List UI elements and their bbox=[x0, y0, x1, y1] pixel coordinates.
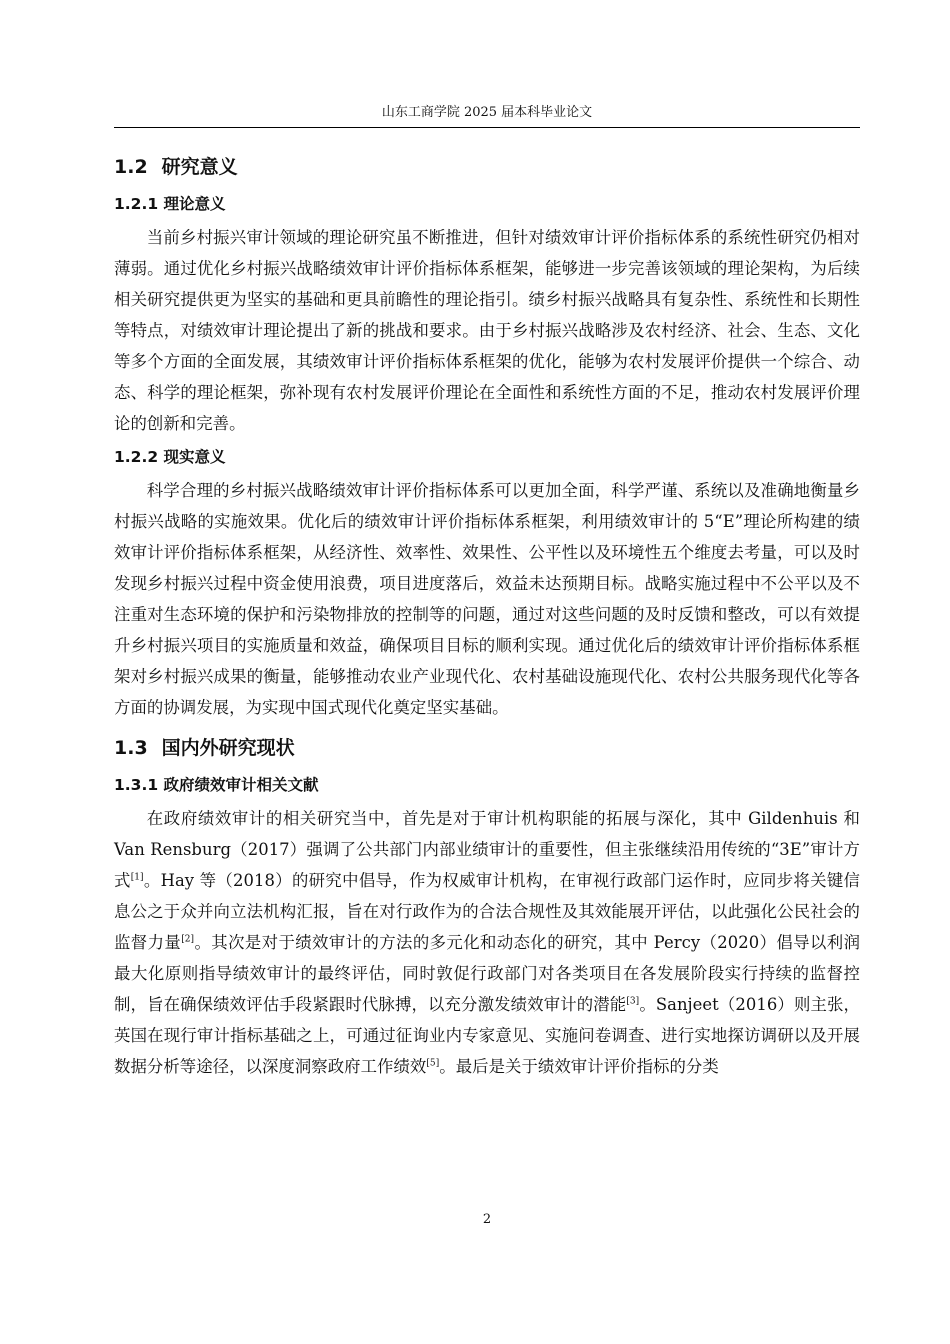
header-rule bbox=[114, 127, 860, 128]
citation-ref: [3] bbox=[626, 996, 640, 1007]
section-number: 1.2 bbox=[114, 156, 148, 178]
paragraph-literature-review bbox=[114, 803, 860, 1082]
text-run: 在政府绩效审计的相关研究当中，首先是对于审计机构职能的拓展与深化，其中 Gildenhuis 和 Van Rensburg（2017）强调了公共部门内部业绩审计的重要性，但主张继续沿用传统的“3E”审计方式 bbox=[114, 809, 860, 890]
section-number: 1.3 bbox=[114, 737, 148, 759]
citation-ref: [1] bbox=[130, 872, 144, 883]
page-number: 2 bbox=[482, 1212, 492, 1227]
page-body bbox=[114, 148, 860, 1082]
running-header: 山东工商学院 2025 届本科毕业论文 bbox=[381, 105, 593, 120]
section-heading-1-3 bbox=[114, 729, 860, 767]
citation-ref: [2] bbox=[181, 934, 195, 945]
citation-ref: [5] bbox=[426, 1058, 440, 1069]
subsection-heading-1-3-1: 1.3.1 政府绩效审计相关文献 bbox=[114, 776, 319, 794]
section-title: 国内外研究现状 bbox=[161, 737, 295, 759]
section-heading-1-2 bbox=[114, 148, 860, 186]
text-run: 。最后是关于绩效审计评价指标的分类 bbox=[439, 1057, 719, 1076]
paragraph-practical-significance: 科学合理的乡村振兴战略绩效审计评价指标体系可以更加全面，科学严谨、系统以及准确地衡量乡村振兴战略的实施效果。优化后的绩效审计评价指标体系框架，利用绩效审计的 5“E”理论所构建的绩效审计评价指标体系框架，从经济性、效率性、效果性、公平性以及环境性五个维度去考量，可以及时发现乡村振兴过程中资金使用浪费，项目进度落后，效益未达预期目标。战略实施过程中不公平以及不注重对生态环境的保护和污染物排放的控制等的问题，通过对这些问题的及时反馈和整改，可以有效提升乡村振兴项目的实施质量和效益，确保项目目标的顺利实现。通过优化后的绩效审计评价指标体系框架对乡村振兴成果的衡量，能够推动农业产业现代化、农村基础设施现代化、农村公共服务现代化等各方面的协调发展，为实现中国式现代化奠定坚实基础。 bbox=[114, 481, 860, 717]
paragraph-theoretical-significance: 当前乡村振兴审计领域的理论研究虽不断推进，但针对绩效审计评价指标体系的系统性研究仍相对薄弱。通过优化乡村振兴战略绩效审计评价指标体系框架，能够进一步完善该领域的理论架构，为后续相关研究提供更为坚实的基础和更具前瞻性的理论指引。绩乡村振兴战略具有复杂性、系统性和长期性等特点，对绩效审计理论提出了新的挑战和要求。由于乡村振兴战略涉及农村经济、社会、生态、文化等多个方面的全面发展，其绩效审计评价指标体系框架的优化，能够为农村发展评价提供一个综合、动态、科学的理论框架，弥补现有农村发展评价理论在全面性和系统性方面的不足，推动农村发展评价理论的创新和完善。 bbox=[114, 228, 860, 433]
text-run: 。Sanjeet（2016）则主张，英国在现行审计指标基础之上，可通过征询业内专家意见、实施问卷调查、进行实地探访调研以及开展数据分析等途径，以深度洞察政府工作绩效 bbox=[114, 995, 860, 1076]
text-run: 。其次是对于绩效审计的方法的多元化和动态化的研究，其中 Percy（2020）倡导以利润最大化原则指导绩效审计的最终评估，同时敦促行政部门对各类项目在各发展阶段实行持续的监督控制，旨在确保绩效评估手段紧跟时代脉搏，以充分激发绩效审计的潜能 bbox=[114, 933, 861, 1014]
subsection-heading-1-2-1: 1.2.1 理论意义 bbox=[114, 195, 226, 213]
subsection-heading-1-2-2: 1.2.2 现实意义 bbox=[114, 448, 226, 466]
section-title: 研究意义 bbox=[161, 156, 238, 178]
text-run: 。Hay 等（2018）的研究中倡导，作为权威审计机构，在审视行政部门运作时，应同步将关键信息公之于众并向立法机构汇报，旨在对行政作为的合法合规性及其效能展开评估，以此强化公民社会的监督力量 bbox=[114, 871, 860, 952]
